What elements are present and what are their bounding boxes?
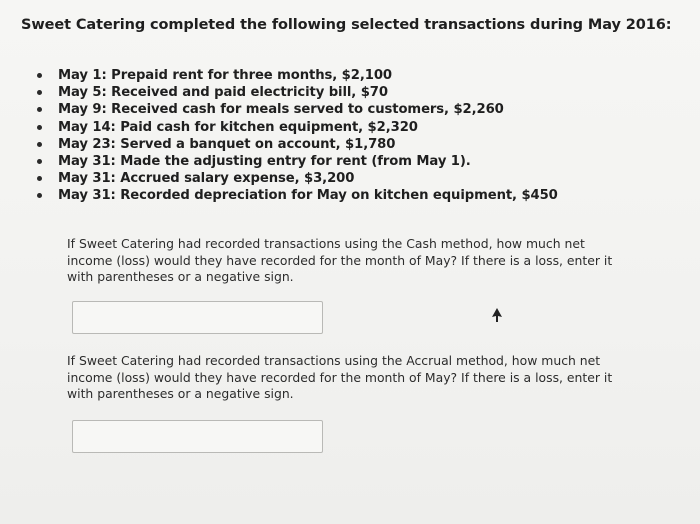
bullet-icon	[37, 73, 42, 78]
bullet-icon	[37, 142, 42, 147]
transaction-text: May 9: Received cash for meals served to customers, $2,260	[58, 102, 504, 118]
mouse-pointer-icon	[491, 308, 503, 322]
bullet-icon	[37, 176, 42, 181]
transaction-text: May 14: Paid cash for kitchen equipment, $2,320	[58, 119, 418, 135]
transaction-text: May 31: Made the adjusting entry for rent (from May 1).	[58, 154, 471, 170]
transaction-text: May 31: Accrued salary expense, $3,200	[58, 171, 355, 187]
cash-net-income-input[interactable]	[72, 301, 323, 334]
accrual-net-income-input[interactable]	[72, 420, 323, 453]
transaction-text: May 31: Recorded depreciation for May on kitchen equipment, $450	[58, 188, 558, 204]
bullet-icon	[37, 193, 42, 198]
transaction-list	[36, 67, 558, 205]
transaction-item	[36, 119, 558, 136]
bullet-icon	[37, 159, 42, 164]
transaction-item	[36, 67, 558, 84]
bullet-icon	[37, 90, 42, 95]
problem-title: Sweet Catering completed the following selected transactions during May 2016:	[21, 17, 672, 33]
accrual-method-question: If Sweet Catering had recorded transactions using the Accrual method, how much net income (loss) would they have recorded for the month of May? If there is a loss, enter it with parentheses or a negative sign.	[67, 353, 613, 401]
transaction-item	[36, 136, 558, 153]
transaction-text: May 1: Prepaid rent for three months, $2,100	[58, 68, 392, 83]
transaction-item	[36, 101, 558, 118]
transaction-item	[36, 170, 558, 187]
cash-method-question: If Sweet Catering had recorded transactions using the Cash method, how much net income (loss) would they have recorded for the month of May? If there is a loss, enter it with parentheses or a negative sign.	[67, 236, 613, 284]
transaction-text: May 23: Served a banquet on account, $1,780	[58, 136, 396, 152]
bullet-icon	[37, 107, 42, 112]
transaction-item	[36, 153, 558, 170]
transaction-text: May 5: Received and paid electricity bill, $70	[58, 85, 388, 101]
bullet-icon	[37, 125, 42, 130]
transaction-item	[36, 84, 558, 101]
transaction-item	[36, 187, 558, 204]
